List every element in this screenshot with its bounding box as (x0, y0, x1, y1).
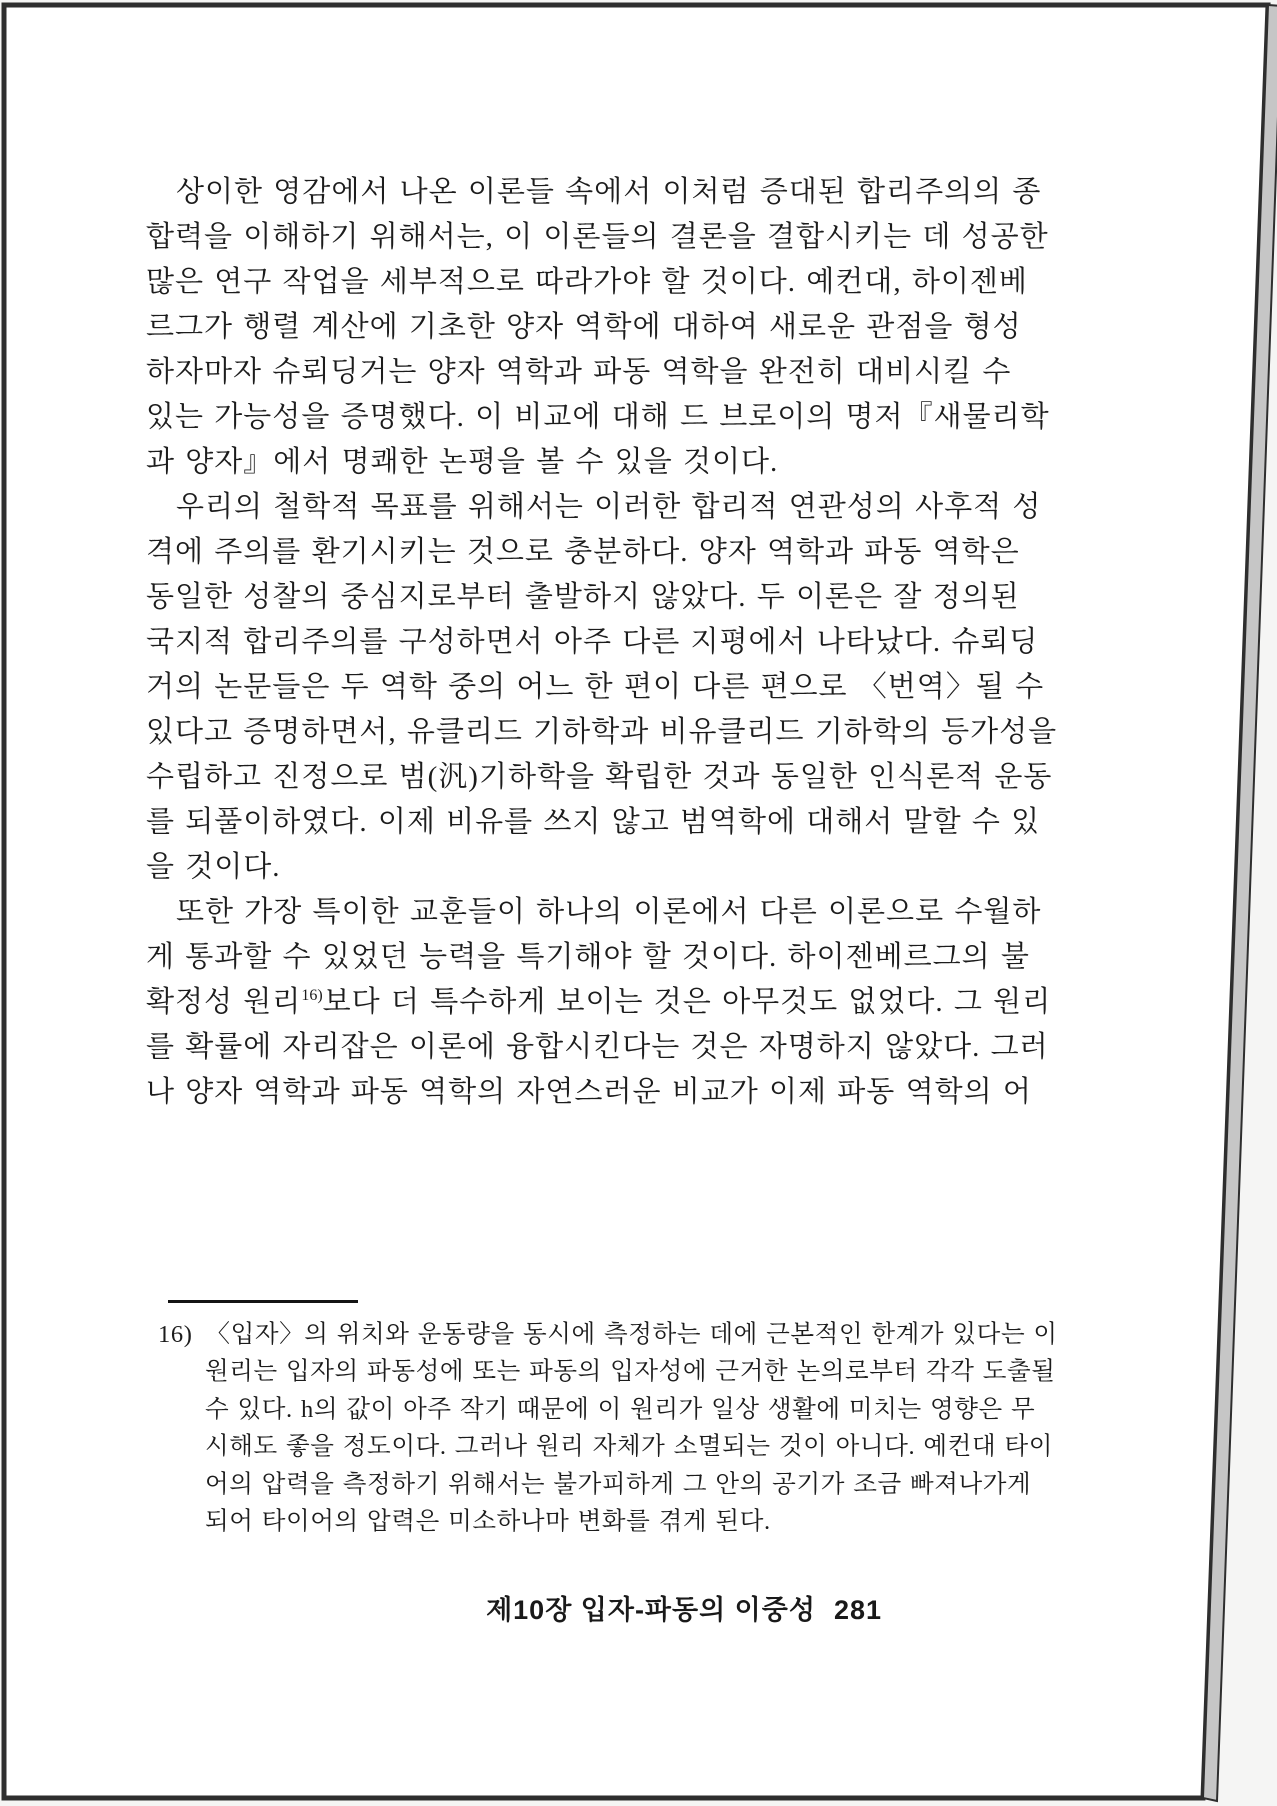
footnote-reference: 16) (301, 987, 323, 1004)
body-line: 있는 가능성을 증명했다. 이 비교에 대해 드 브로이의 명저『새물리학 (146, 401, 1050, 433)
page-footer (146, 1588, 882, 1627)
body-line: 합력을 이해하기 위해서는, 이 이론들의 결론을 결합시키는 데 성공한 (146, 221, 1049, 253)
body-line: 를 되풀이하였다. 이제 비유를 쓰지 않고 범역학에 대해서 말할 수 있 (146, 806, 1041, 838)
body-text (146, 170, 1058, 1115)
body-line: 국지적 합리주의를 구성하면서 아주 다른 지평에서 나타났다. 슈뢰딩 (146, 626, 1039, 658)
body-line: 르그가 행렬 계산에 기초한 양자 역학에 대하여 새로운 관점을 형성 (146, 311, 1022, 343)
footnote-line: 어의 압력을 측정하기 위해서는 불가피하게 그 안의 공기가 조금 빠져나가게 (205, 1470, 1032, 1498)
body-line: 많은 연구 작업을 세부적으로 따라가야 할 것이다. 예컨대, 하이젠베 (146, 266, 1028, 298)
footnote-line: 수 있다. h의 값이 아주 작기 때문에 이 원리가 일상 생활에 미치는 영향은 무 (205, 1395, 1036, 1423)
body-line: 우리의 철학적 목표를 위해서는 이러한 합리적 연관성의 사후적 성 (176, 491, 1042, 523)
footnote-divider (168, 1300, 358, 1303)
footnote-line: 되어 타이어의 압력은 미소하나마 변화를 겪게 된다. (205, 1508, 771, 1536)
body-line-segment: 보다 더 특수하게 보이는 것은 아무것도 없었다. 그 원리 (322, 986, 1052, 1018)
body-line: 을 것이다. (146, 851, 281, 883)
footnote-line (158, 1316, 1058, 1353)
body-line (146, 980, 1052, 1025)
body-line: 하자마자 슈뢰딩거는 양자 역학과 파동 역학을 완전히 대비시킬 수 (146, 356, 1012, 388)
body-line: 를 확률에 자리잡은 이론에 융합시킨다는 것은 자명하지 않았다. 그러 (146, 1031, 1049, 1063)
footnote-marker: 16) (158, 1321, 193, 1348)
body-line: 격에 주의를 환기시키는 것으로 충분하다. 양자 역학과 파동 역학은 (146, 536, 1020, 568)
body-line: 과 양자』에서 명쾌한 논평을 볼 수 있을 것이다. (146, 446, 779, 478)
body-line: 수립하고 진정으로 범(汎)기하학을 확립한 것과 동일한 인식론적 운동 (146, 761, 1053, 793)
body-line-segment: 확정성 원리 (146, 986, 302, 1018)
body-line: 게 통과할 수 있었던 능력을 특기해야 할 것이다. 하이젠베르그의 불 (146, 941, 1030, 973)
footnote (158, 1316, 1058, 1540)
body-line: 나 양자 역학과 파동 역학의 자연스러운 비교가 이제 파동 역학의 어 (146, 1076, 1032, 1108)
body-line: 있다고 증명하면서, 유클리드 기하학과 비유클리드 기하학의 등가성을 (146, 716, 1058, 748)
body-line: 거의 논문들은 두 역학 중의 어느 한 편이 다른 편으로 〈번역〉될 수 (146, 671, 1045, 703)
body-line: 동일한 성찰의 중심지로부터 출발하지 않았다. 두 이론은 잘 정의된 (146, 581, 1020, 613)
body-line: 상이한 영감에서 나온 이론들 속에서 이처럼 증대된 합리주의의 종 (176, 176, 1042, 208)
footnote-line: 시해도 좋을 정도이다. 그러나 원리 자체가 소멸되는 것이 아니다. 예컨대 타이 (205, 1433, 1053, 1461)
chapter-title: 제10장 입자-파동의 이중성 (486, 1595, 816, 1625)
footnote-line-text: 〈입자〉의 위치와 운동량을 동시에 측정하는 데에 근본적인 한계가 있다는 이 (205, 1321, 1058, 1348)
body-line: 또한 가장 특이한 교훈들이 하나의 이론에서 다른 이론으로 수월하 (176, 896, 1042, 928)
page-number: 281 (833, 1595, 882, 1625)
footnote-line: 원리는 입자의 파동성에 또는 파동의 입자성에 근거한 논의로부터 각각 도출될 (205, 1358, 1056, 1386)
